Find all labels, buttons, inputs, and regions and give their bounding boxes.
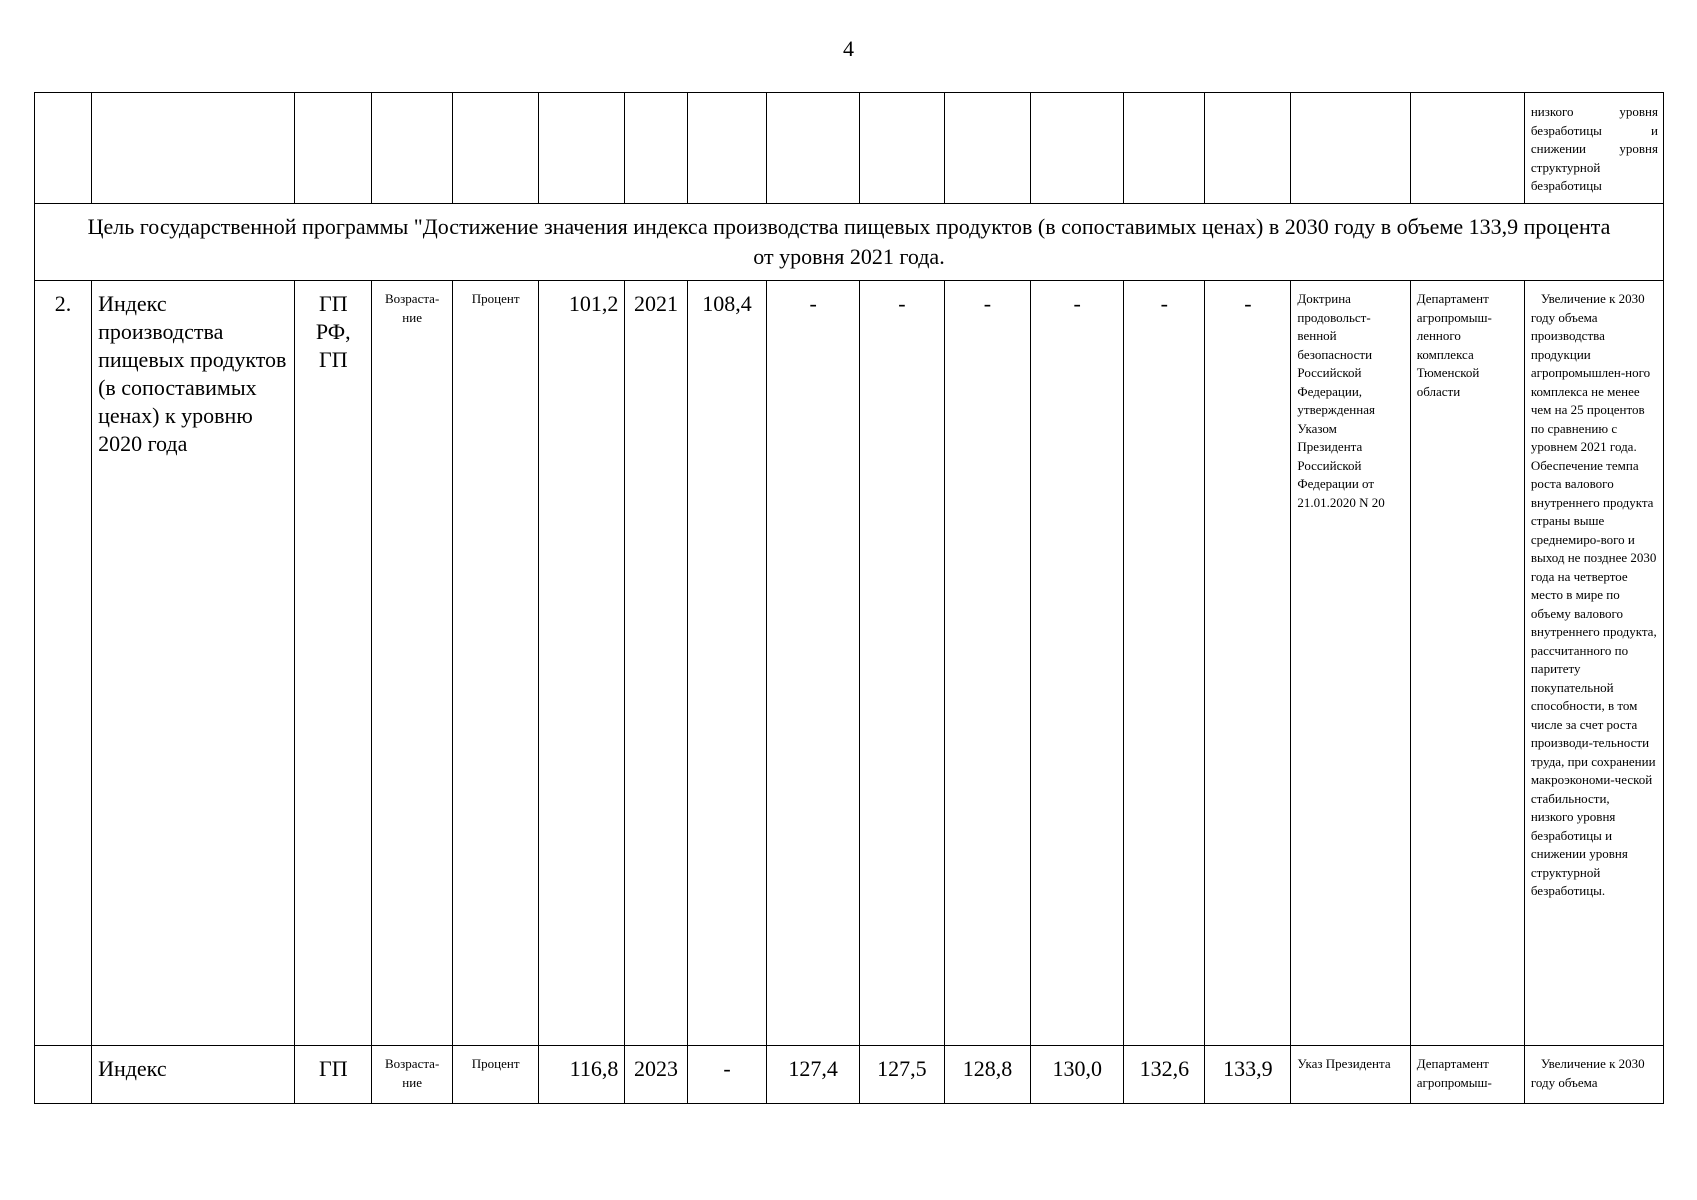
cell bbox=[1410, 93, 1524, 204]
table-row bbox=[35, 281, 1664, 1046]
national-goals-cell: Увеличение к 2030 году объема производства продукции агропромышлен-ного комплекса не менее чем на 25 процентов по сравнению с уровнем 2021 года. Обеспечение темпа роста валового внутреннего продукта страны выше среднемиро-вого и выход не позднее 2030 года на четвертое место в мире по объему валового внутреннего продукта, рассчитанного по паритету покупательной способности, в том числе за счет роста производи-тельности труда, при сохранении макроэкономи-ческой стабильности, низкого уровня безработицы и снижении уровня структурной безработицы. bbox=[1524, 281, 1663, 1046]
cell bbox=[35, 93, 92, 204]
base-year: 2023 bbox=[625, 1046, 687, 1104]
cell bbox=[1205, 93, 1291, 204]
base-value: 101,2 bbox=[539, 281, 625, 1046]
cell bbox=[625, 93, 687, 204]
responsible-body: Департамент агропромыш-ленного комплекса Тюменской области bbox=[1410, 281, 1524, 1046]
value-cell: - bbox=[859, 281, 944, 1046]
value-cell: - bbox=[1124, 281, 1205, 1046]
cell bbox=[295, 93, 372, 204]
indicator-level: ГП bbox=[295, 1046, 372, 1104]
cell bbox=[92, 93, 295, 204]
value-cell: 127,5 bbox=[859, 1046, 944, 1104]
cell bbox=[1031, 93, 1124, 204]
value-cell: 128,8 bbox=[944, 1046, 1030, 1104]
goal-row bbox=[35, 204, 1664, 281]
cell bbox=[1291, 93, 1410, 204]
value-cell: - bbox=[1031, 281, 1124, 1046]
strategic-document: Указ Президента bbox=[1291, 1046, 1410, 1104]
indicator-trend: Возраста-ние bbox=[372, 1046, 453, 1104]
value-cell: 108,4 bbox=[687, 281, 767, 1046]
value-cell: 132,6 bbox=[1124, 1046, 1205, 1104]
value-cell: 133,9 bbox=[1205, 1046, 1291, 1104]
base-value: 116,8 bbox=[539, 1046, 625, 1104]
national-goals-cell: Увеличение к 2030 году объема bbox=[1524, 1046, 1663, 1104]
cell bbox=[859, 93, 944, 204]
indicator-name: Индекс bbox=[92, 1046, 295, 1104]
indicator-level: ГП РФ, ГП bbox=[295, 281, 372, 1046]
strategic-document: Доктрина продовольст-венной безопасности Российской Федерации, утвержденная Указом Президента Российской Федерации от 21.01.2020 N 20 bbox=[1291, 281, 1410, 1046]
value-cell: - bbox=[687, 1046, 767, 1104]
unit-of-measure: Процент bbox=[453, 1046, 539, 1104]
row-number bbox=[35, 1046, 92, 1104]
base-year: 2021 bbox=[625, 281, 687, 1046]
page-number: 4 bbox=[843, 36, 854, 61]
cell bbox=[453, 93, 539, 204]
value-cell: - bbox=[1205, 281, 1291, 1046]
cell bbox=[372, 93, 453, 204]
unit-of-measure: Процент bbox=[453, 281, 539, 1046]
indicator-trend: Возраста-ние bbox=[372, 281, 453, 1046]
cell bbox=[767, 93, 859, 204]
cell bbox=[944, 93, 1030, 204]
indicator-name: Индекс производства пищевых продуктов (в сопоставимых ценах) к уровню 2020 года bbox=[92, 281, 295, 1046]
program-goal: Цель государственной программы "Достижение значения индекса производства пищевых продуктов (в сопоставимых ценах) в 2030 году в объеме 133,9 процента от уровня 2021 года. bbox=[35, 204, 1664, 281]
value-cell: 130,0 bbox=[1031, 1046, 1124, 1104]
cell bbox=[1124, 93, 1205, 204]
value-cell: 127,4 bbox=[767, 1046, 859, 1104]
value-cell: - bbox=[767, 281, 859, 1046]
row-number: 2. bbox=[35, 281, 92, 1046]
cell bbox=[539, 93, 625, 204]
indicators-table bbox=[34, 92, 1664, 1104]
responsible-body: Департамент агропромыш- bbox=[1410, 1046, 1524, 1104]
cell bbox=[687, 93, 767, 204]
national-goals-cell: низкого уровня безработицы и снижении уровня структурной безработицы bbox=[1524, 93, 1663, 204]
table-row-continuation bbox=[35, 93, 1664, 204]
table-row bbox=[35, 1046, 1664, 1104]
value-cell: - bbox=[944, 281, 1030, 1046]
